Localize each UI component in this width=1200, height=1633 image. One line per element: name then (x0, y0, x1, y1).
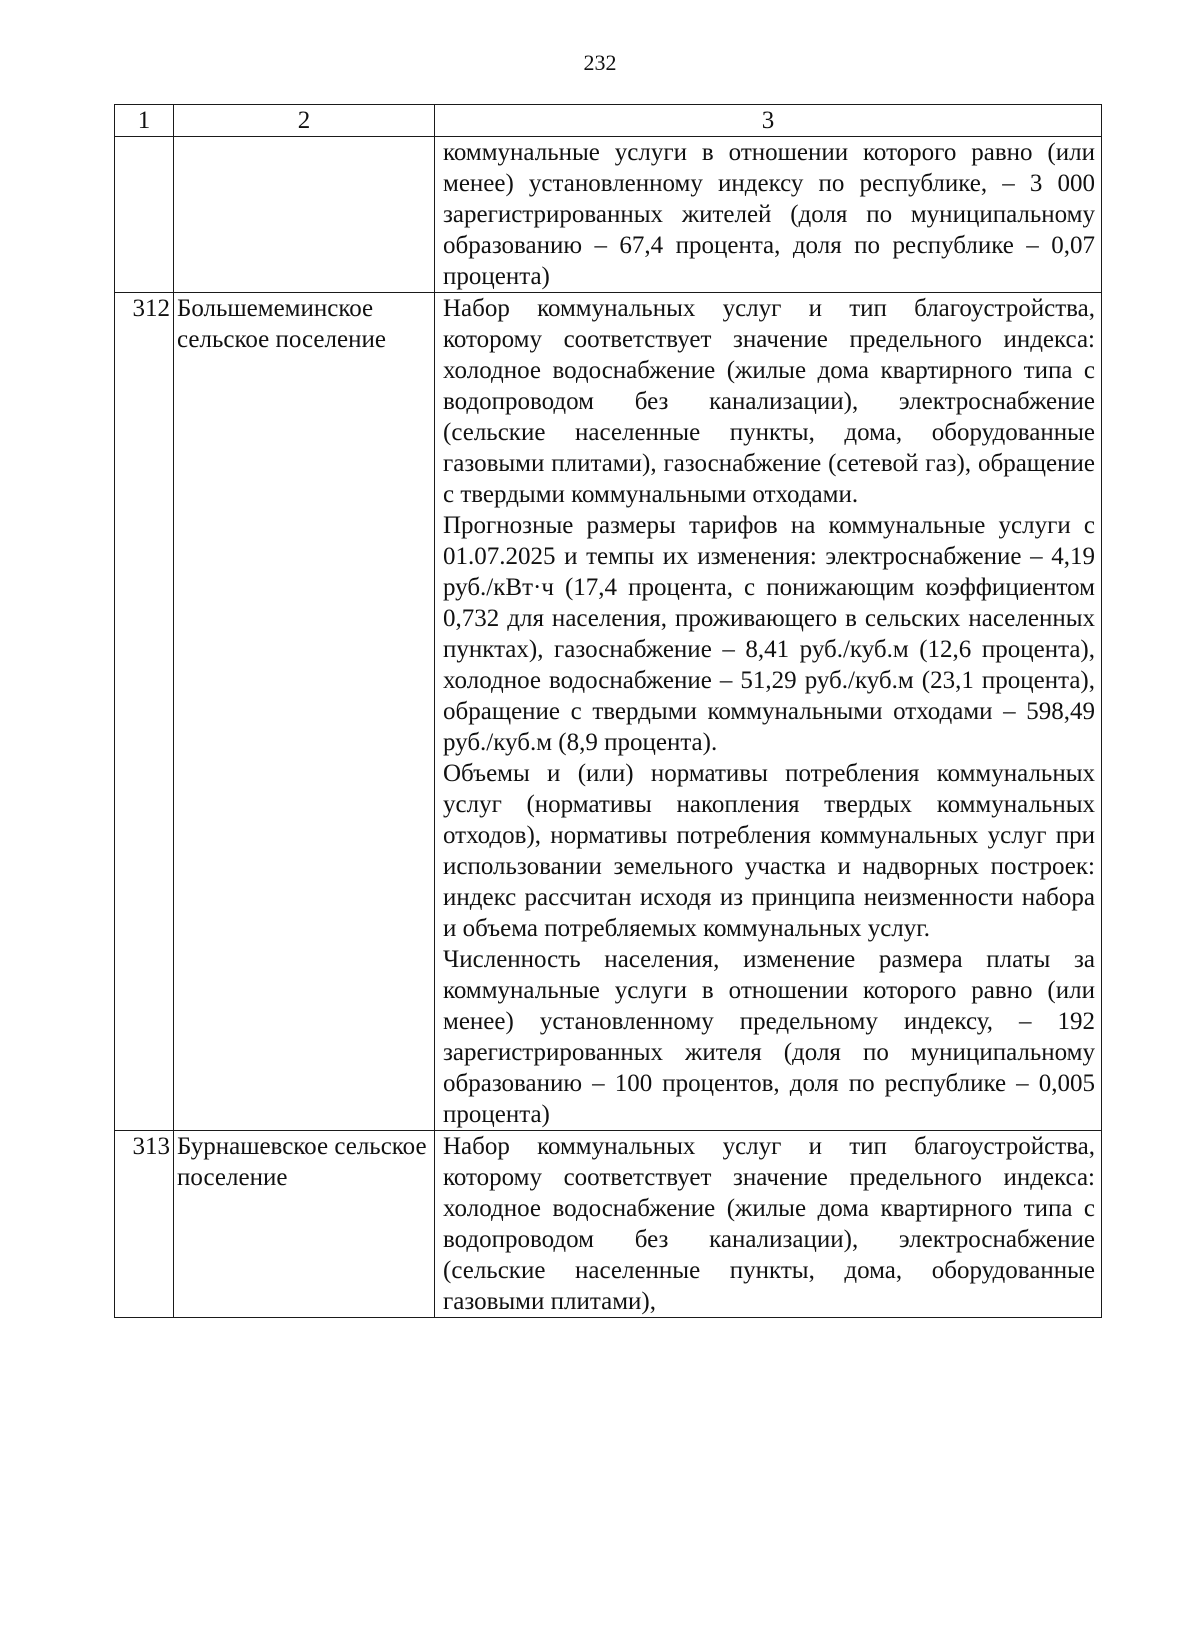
municipality-cell (174, 137, 435, 293)
description-paragraph: коммунальные услуги в отношении которого равно (или менее) установленному индексу по республике, – 3 000 зарегистрированных жителей (доля по муниципальному образованию – 67,4 процента, доля по республике – 0,07 процента) (443, 139, 1095, 290)
description-paragraph: Численность населения, изменение размера платы за коммунальные услуги в отношении которого равно (или менее) установленному предельному индексу, – 192 зарегистрированных жителя (доля по муниципальному образованию – 100 процентов, доля по республике – 0,005 процента) (443, 946, 1095, 1128)
description-cell (435, 137, 1102, 293)
column-header-municipality: 2 (174, 105, 435, 137)
municipality-cell: Бурнашевское сельское поселение (174, 1131, 435, 1318)
description-paragraph: Прогнозные размеры тарифов на коммунальные услуги с 01.07.2025 и темпы их изменения: электроснабжение – 4,19 руб./кВт·ч (17,4 процента, с понижающим коэффициентом 0,732 для населения, проживающего в сельских населенных пунктах), газоснабжение – 8,41 руб./куб.м (12,6 процента), холодное водоснабжение – 51,29 руб./куб.м (23,1 процента), обращение с твердыми коммунальными отходами – 598,49 руб./куб.м (8,9 процента). (443, 512, 1095, 756)
row-number-cell: 313 (115, 1131, 174, 1318)
description-paragraph: Набор коммунальных услуг и тип благоустройства, которому соответствует значение предельного индекса: холодное водоснабжение (жилые дома квартирного типа с водопроводом без канализации), электроснабжение (сельские населенные пункты, дома, оборудованные газовыми плитами), газоснабжение (сетевой газ), обращение с твердыми коммунальными отходами. (443, 295, 1095, 508)
table-row-313 (115, 1131, 1102, 1318)
column-header-description: 3 (435, 105, 1102, 137)
description-cell (435, 293, 1102, 1131)
description-paragraph: Набор коммунальных услуг и тип благоустройства, которому соответствует значение предельного индекса: холодное водоснабжение (жилые дома квартирного типа с водопроводом без канализации), электроснабжение (сельские населенные пункты, дома, оборудованные газовыми плитами), (443, 1133, 1095, 1315)
row-number-cell: 312 (115, 293, 174, 1131)
table-row-312 (115, 293, 1102, 1131)
page-number: 232 (583, 50, 617, 75)
column-header-number: 1 (115, 105, 174, 137)
table-header-row (115, 105, 1102, 137)
row-number-cell (115, 137, 174, 293)
description-paragraph: Объемы и (или) нормативы потребления коммунальных услуг (нормативы накопления твердых коммунальных отходов), нормативы потребления коммунальных услуг при использовании земельного участка и надворных построек: индекс рассчитан исходя из принципа неизменности набора и объема потребляемых коммунальных услуг. (443, 760, 1095, 942)
municipality-cell: Большемеминское сельское поселение (174, 293, 435, 1131)
description-cell (435, 1131, 1102, 1318)
municipal-index-table (114, 104, 1102, 1318)
table-row-continuation (115, 137, 1102, 293)
